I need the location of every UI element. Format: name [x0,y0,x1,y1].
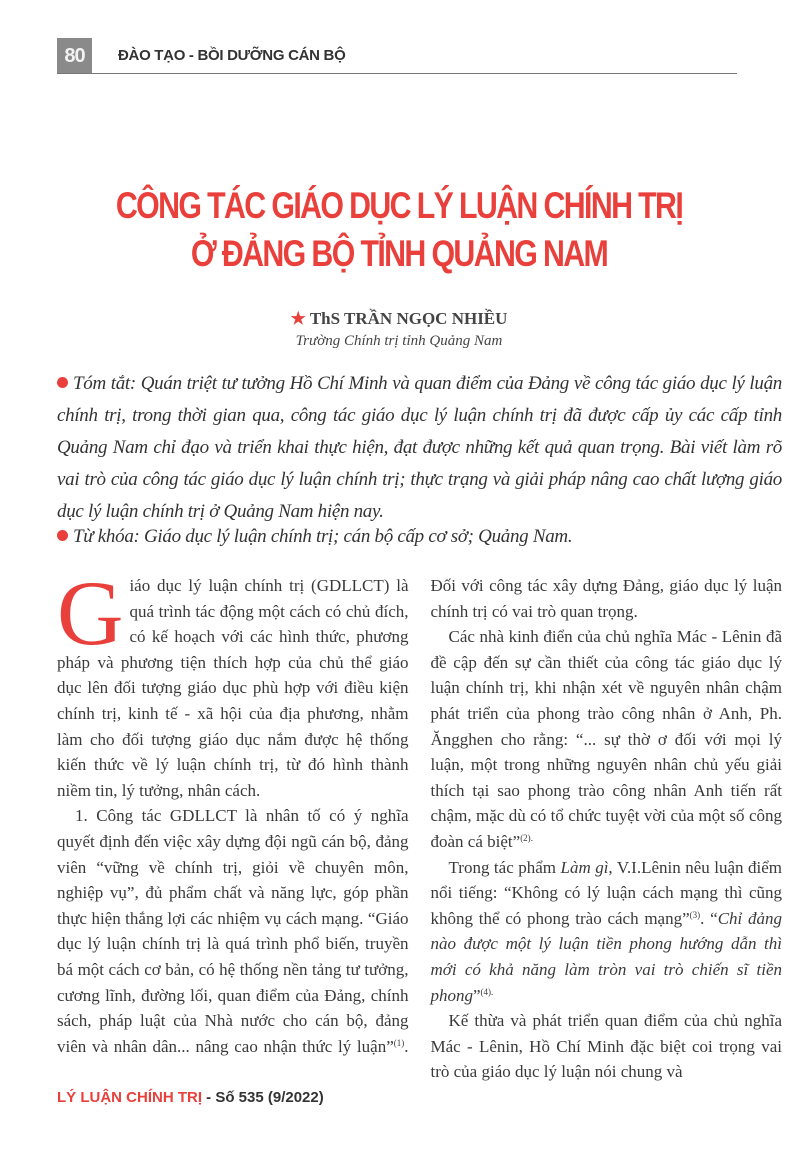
section-title: ĐÀO TẠO - BỒI DƯỠNG CÁN BỘ [118,47,346,64]
work-title: Làm gì [560,857,609,877]
bullet-icon [57,377,68,388]
paragraph-text: Trong tác phẩm [448,857,561,877]
paragraph-text: Kế thừa và phát triển quan điểm của chủ nghĩa Mác - Lênin, Hồ Chí Minh đặc biệt coi trọng vai trò của giáo dục lý luận nói chung và [430,1011,782,1082]
article-title [0,182,798,278]
paragraph-text: . “ [700,908,718,928]
footnote-ref: (1) [393,1037,405,1048]
paragraph [57,562,409,803]
paragraph [431,1008,783,1085]
paragraph [431,855,783,1009]
paragraph-text: iáo dục lý luận chính trị (GDLLCT) là quá trình tác động một cách có chủ đích, có kế hoạch với các hình thức, phương pháp và phương tiện thích hợp của chủ thể giáo dục lên đối tượng giáo dục phù hợp với điều kiện chính trị, kinh tế - xã hội của địa phương, nhằm làm cho đối tượng giáo dục nắm được hệ thống kiến thức về lý luận chính trị, từ đó hình thành niềm tin, lý tưởng, nhân cách. [57,576,409,800]
footnote-ref: $^{(4)}$ . [481,987,494,997]
title-line-2: Ở ĐẢNG BỘ TỈNH QUẢNG NAM [190,233,608,274]
quote-text: Chỉ đảng nào được một lý luận tiền phong hướng dẫn thì mới có khả năng làm tròn vai trò chiến sĩ tiền phong [430,908,783,1005]
title-line-1: CÔNG TÁC GIÁO DỤC LÝ LUẬN CHÍNH TRỊ [115,185,683,226]
bullet-icon [57,530,68,541]
paragraph-text: . Đối với công tác xây dựng Đảng, giáo dục lý luận chính trị có vai trò quan trọng. [404,576,782,1056]
paragraph [431,624,783,854]
author-affiliation: Trường Chính trị tỉnh Quảng Nam [295,333,503,349]
magazine-name: LÝ LUẬN CHÍNH TRỊ [57,1089,202,1106]
header-divider [57,73,737,74]
keywords-text: Từ khóa: Giáo dục lý luận chính trị; cán bộ cấp cơ sở; Quảng Nam. [73,526,573,547]
article-body [57,562,783,1085]
author [0,309,798,329]
paragraph-text: 1. Công tác GDLLCT là nhân tố có ý nghĩa quyết định đến việc xây dựng đội ngũ cán bộ, đảng viên “vững về chính trị, giỏi về chuyên môn, nghiệp vụ”, đủ phẩm chất và năng lực, góp phần thực hiện thắng lợi các nhiệm vụ cách mạng. “Giáo dục lý luận chính trị là quá trình phổ biến, truyền bá một cách cơ bản, có hệ thống nền tảng tư tưởng, cương lĩnh, đường lối, quan điểm của Đảng, chính sách, pháp luật của Nhà nước cho cán bộ, đảng viên và nhân dân... nâng cao nhận thức lý luận” [57,806,409,1056]
issue-number: - Số 535 (9/2022) [202,1089,324,1106]
footnote-ref: $^{(2)}$ . [520,833,533,843]
abstract-text: Tóm tắt: Quán triệt tư tưởng Hồ Chí Minh và quan điểm của Đảng về công tác giáo dục lý luận chính trị, trong thời gian qua, công tác giáo dục lý luận chính trị đã được cấp ủy các cấp tỉnh Quảng Nam chỉ đạo và triển khai thực hiện, đạt được những kết quả quan trọng. Bài viết làm rõ vai trò của công tác giáo dục lý luận chính trị; thực trạng và giải pháp nâng cao chất lượng giáo dục lý luận chính trị ở Quảng Nam hiện nay. [57,373,782,522]
page-number: 80 [57,38,92,74]
paragraph-text: , V.I.Lênin nêu luận điểm nổi tiếng: “Không có lý luận cách mạng thì cũng không thể có phong trào cách mạng” [430,857,782,928]
footer [57,1089,324,1106]
abstract [57,368,782,528]
drop-cap: G [57,562,124,664]
star-icon: ★ [290,309,306,328]
paragraph-text: ” [473,985,481,1005]
paragraph-text: Các nhà kinh điển của chủ nghĩa Mác - Lênin đã đề cập đến sự cần thiết của công tác giáo dục lý luận chính trị, khi nhận xét về nguyên nhân chậm phát triển của phong trào công nhân ở Anh, Ph. Ăngghen cho rằng: “... sự thờ ơ đối với mọi lý luận, một trong những nguyên nhân chủ yếu giải thích tại sao phong trào công nhân Anh tiến rất chậm, mặc dù có tổ chức tuyệt vời của một số công đoàn cá biệt” [430,627,782,851]
author-name: ThS TRẦN NGỌC NHIỀU [309,309,508,328]
keywords [57,521,782,553]
footnote-ref: (3) [689,909,701,920]
